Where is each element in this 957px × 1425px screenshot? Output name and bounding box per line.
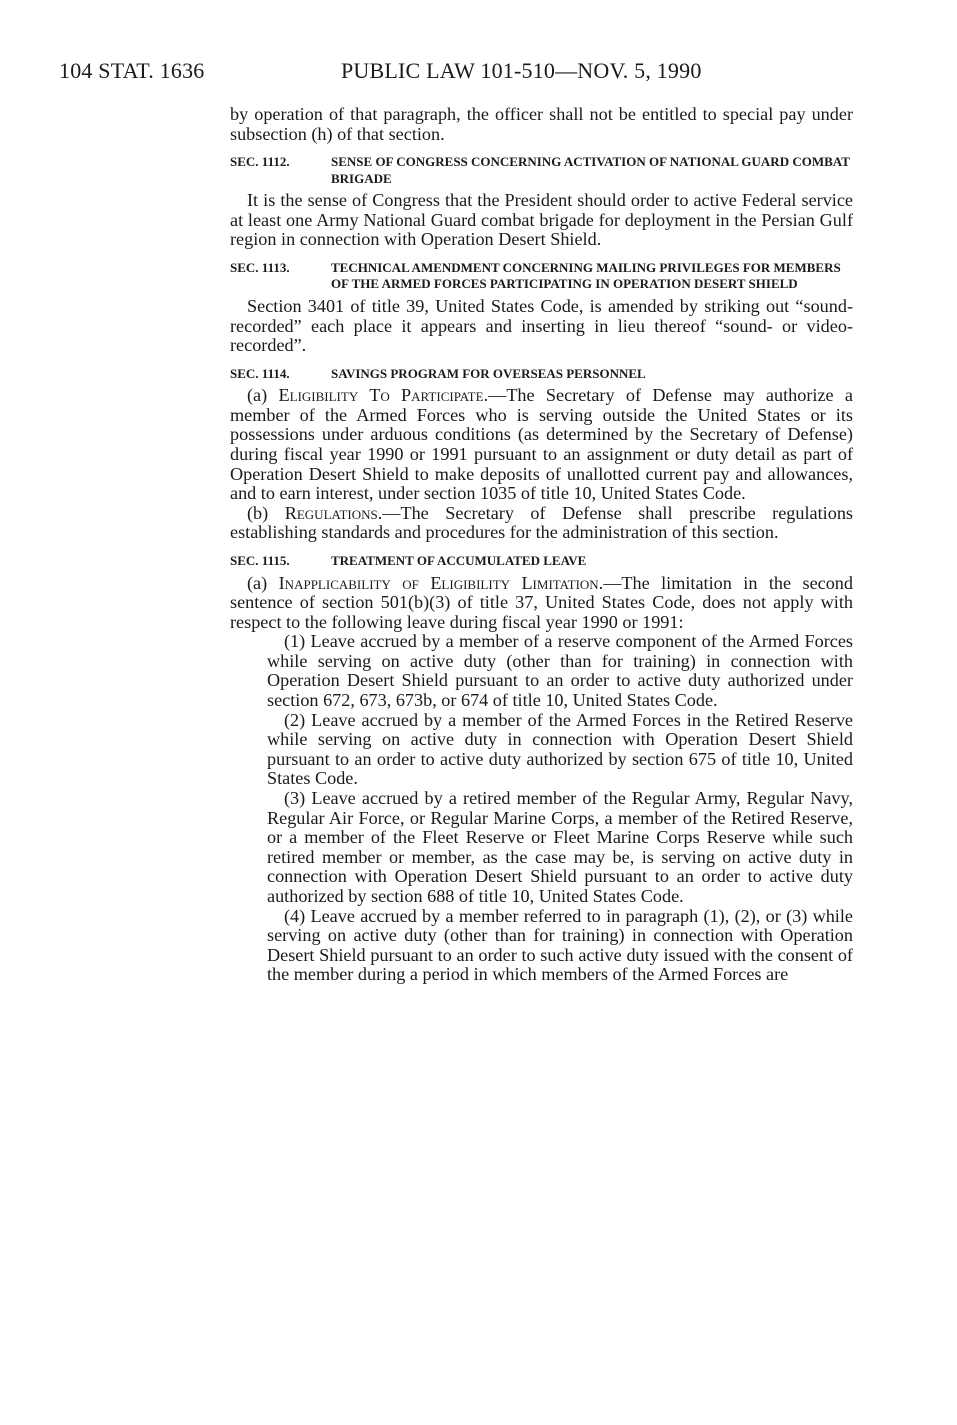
subsection-heading: Inapplicability of Eligibility Limitation. xyxy=(278,572,604,593)
page-body xyxy=(230,105,853,985)
sec-1113-heading xyxy=(230,260,853,293)
sec-1115-paragraph-2: (2) Leave accrued by a member of the Armed Forces in the Retired Reserve while serving on active duty in connection with Operation Desert Shield pursuant to an order to active duty authorized by section 675 of title 10, United States Code. xyxy=(267,709,853,789)
sec-1112-heading xyxy=(230,154,853,187)
section-number: SEC. 1115. xyxy=(230,553,290,568)
section-title: TECHNICAL AMENDMENT CONCERNING MAILING PRIVILEGES FOR MEMBERS OF THE ARMED FORCES PARTICIPATING IN OPERATION DESERT SHIELD xyxy=(331,259,841,292)
sec-1114-subsection-a xyxy=(230,386,853,504)
public-law-citation: PUBLIC LAW 101-510—NOV. 5, 1990 xyxy=(341,58,702,83)
subsection-label: (a) xyxy=(247,572,279,593)
sec-1114-subsection-b xyxy=(230,504,853,543)
sec-1115-heading xyxy=(230,553,853,570)
sec-1115-paragraph-3: (3) Leave accrued by a retired member of the Regular Army, Regular Navy, Regular Air Force, or Regular Marine Corps, a member of the Retired Reserve, or a member of the Fleet Reserve or Fleet Marine Corps Reserve while such retired member or member, as the case may be, is serving on active duty in connection with Operation Desert Shield pursuant to an order to active duty authorized by section 688 of title 10, United States Code. xyxy=(267,788,853,906)
section-number: SEC. 1114. xyxy=(230,365,290,381)
section-number: SEC. 1113. xyxy=(230,259,290,275)
sec-1115-paragraph-1: (1) Leave accrued by a member of a reserve component of the Armed Forces while serving on active duty (other than for training) in connection with Operation Desert Shield pursuant to an order to active duty authorized under section 672, 673, 673b, or 674 of title 10, United States Code. xyxy=(267,631,853,711)
intro-paragraph: by operation of that paragraph, the officer shall not be entitled to special pay under subsection (h) of that section. xyxy=(230,104,853,144)
section-title: SENSE OF CONGRESS CONCERNING ACTIVATION OF NATIONAL GUARD COMBAT BRIGADE xyxy=(331,154,850,186)
subsection-text: —The Secretary of Defense shall prescribe regulations establishing standards and procedures for the administration of this section. xyxy=(230,502,853,543)
section-title: TREATMENT OF ACCUMULATED LEAVE xyxy=(331,553,587,568)
stat-page-number: 104 STAT. 1636 xyxy=(59,58,205,83)
subsection-label: (b) xyxy=(247,502,285,523)
sec-1114-heading xyxy=(230,366,853,383)
section-title: SAVINGS PROGRAM FOR OVERSEAS PERSONNEL xyxy=(331,365,646,381)
sec-1113-body: Section 3401 of title 39, United States Code, is amended by striking out “sound-recorded” each place it appears and inserting in lieu thereof “sound- or video-recorded”. xyxy=(230,295,853,356)
sec-1112-body: It is the sense of Congress that the President should order to active Federal service at least one Army National Guard combat brigade for deployment in the Persian Gulf region in connection with Operation Desert Shield. xyxy=(230,190,853,250)
subsection-label: (a) xyxy=(247,385,279,406)
section-number: SEC. 1112. xyxy=(230,154,290,170)
sec-1115-subsection-a xyxy=(230,574,853,633)
subsection-heading: Regulations. xyxy=(284,502,383,523)
sec-1115-paragraph-4: (4) Leave accrued by a member referred to in paragraph (1), (2), or (3) while serving on active duty (other than for training) in connection with Operation Desert Shield pursuant to an order to such active duty issued with the consent of the member during a period in which members of the Armed Forces are xyxy=(267,905,853,985)
subsection-text: —The Secretary of Defense may authorize a member of the Armed Forces who is serving outside the United States or its possessions under arduous conditions (as determined by the Secretary of Defense) during fiscal year 1990 or 1991 pursuant to an assignment or duty detail as part of Operation Desert Shield to make deposits of unallotted current pay and allowances, and to earn interest, under section 1035 of title 10, United States Code. xyxy=(230,385,853,504)
subsection-heading: Eligibility To Participate. xyxy=(278,385,489,406)
subsection-text: —The limitation in the second sentence of section 501(b)(3) of title 37, United States Code, does not apply with respect to the following leave during fiscal year 1990 or 1991: xyxy=(230,572,853,632)
